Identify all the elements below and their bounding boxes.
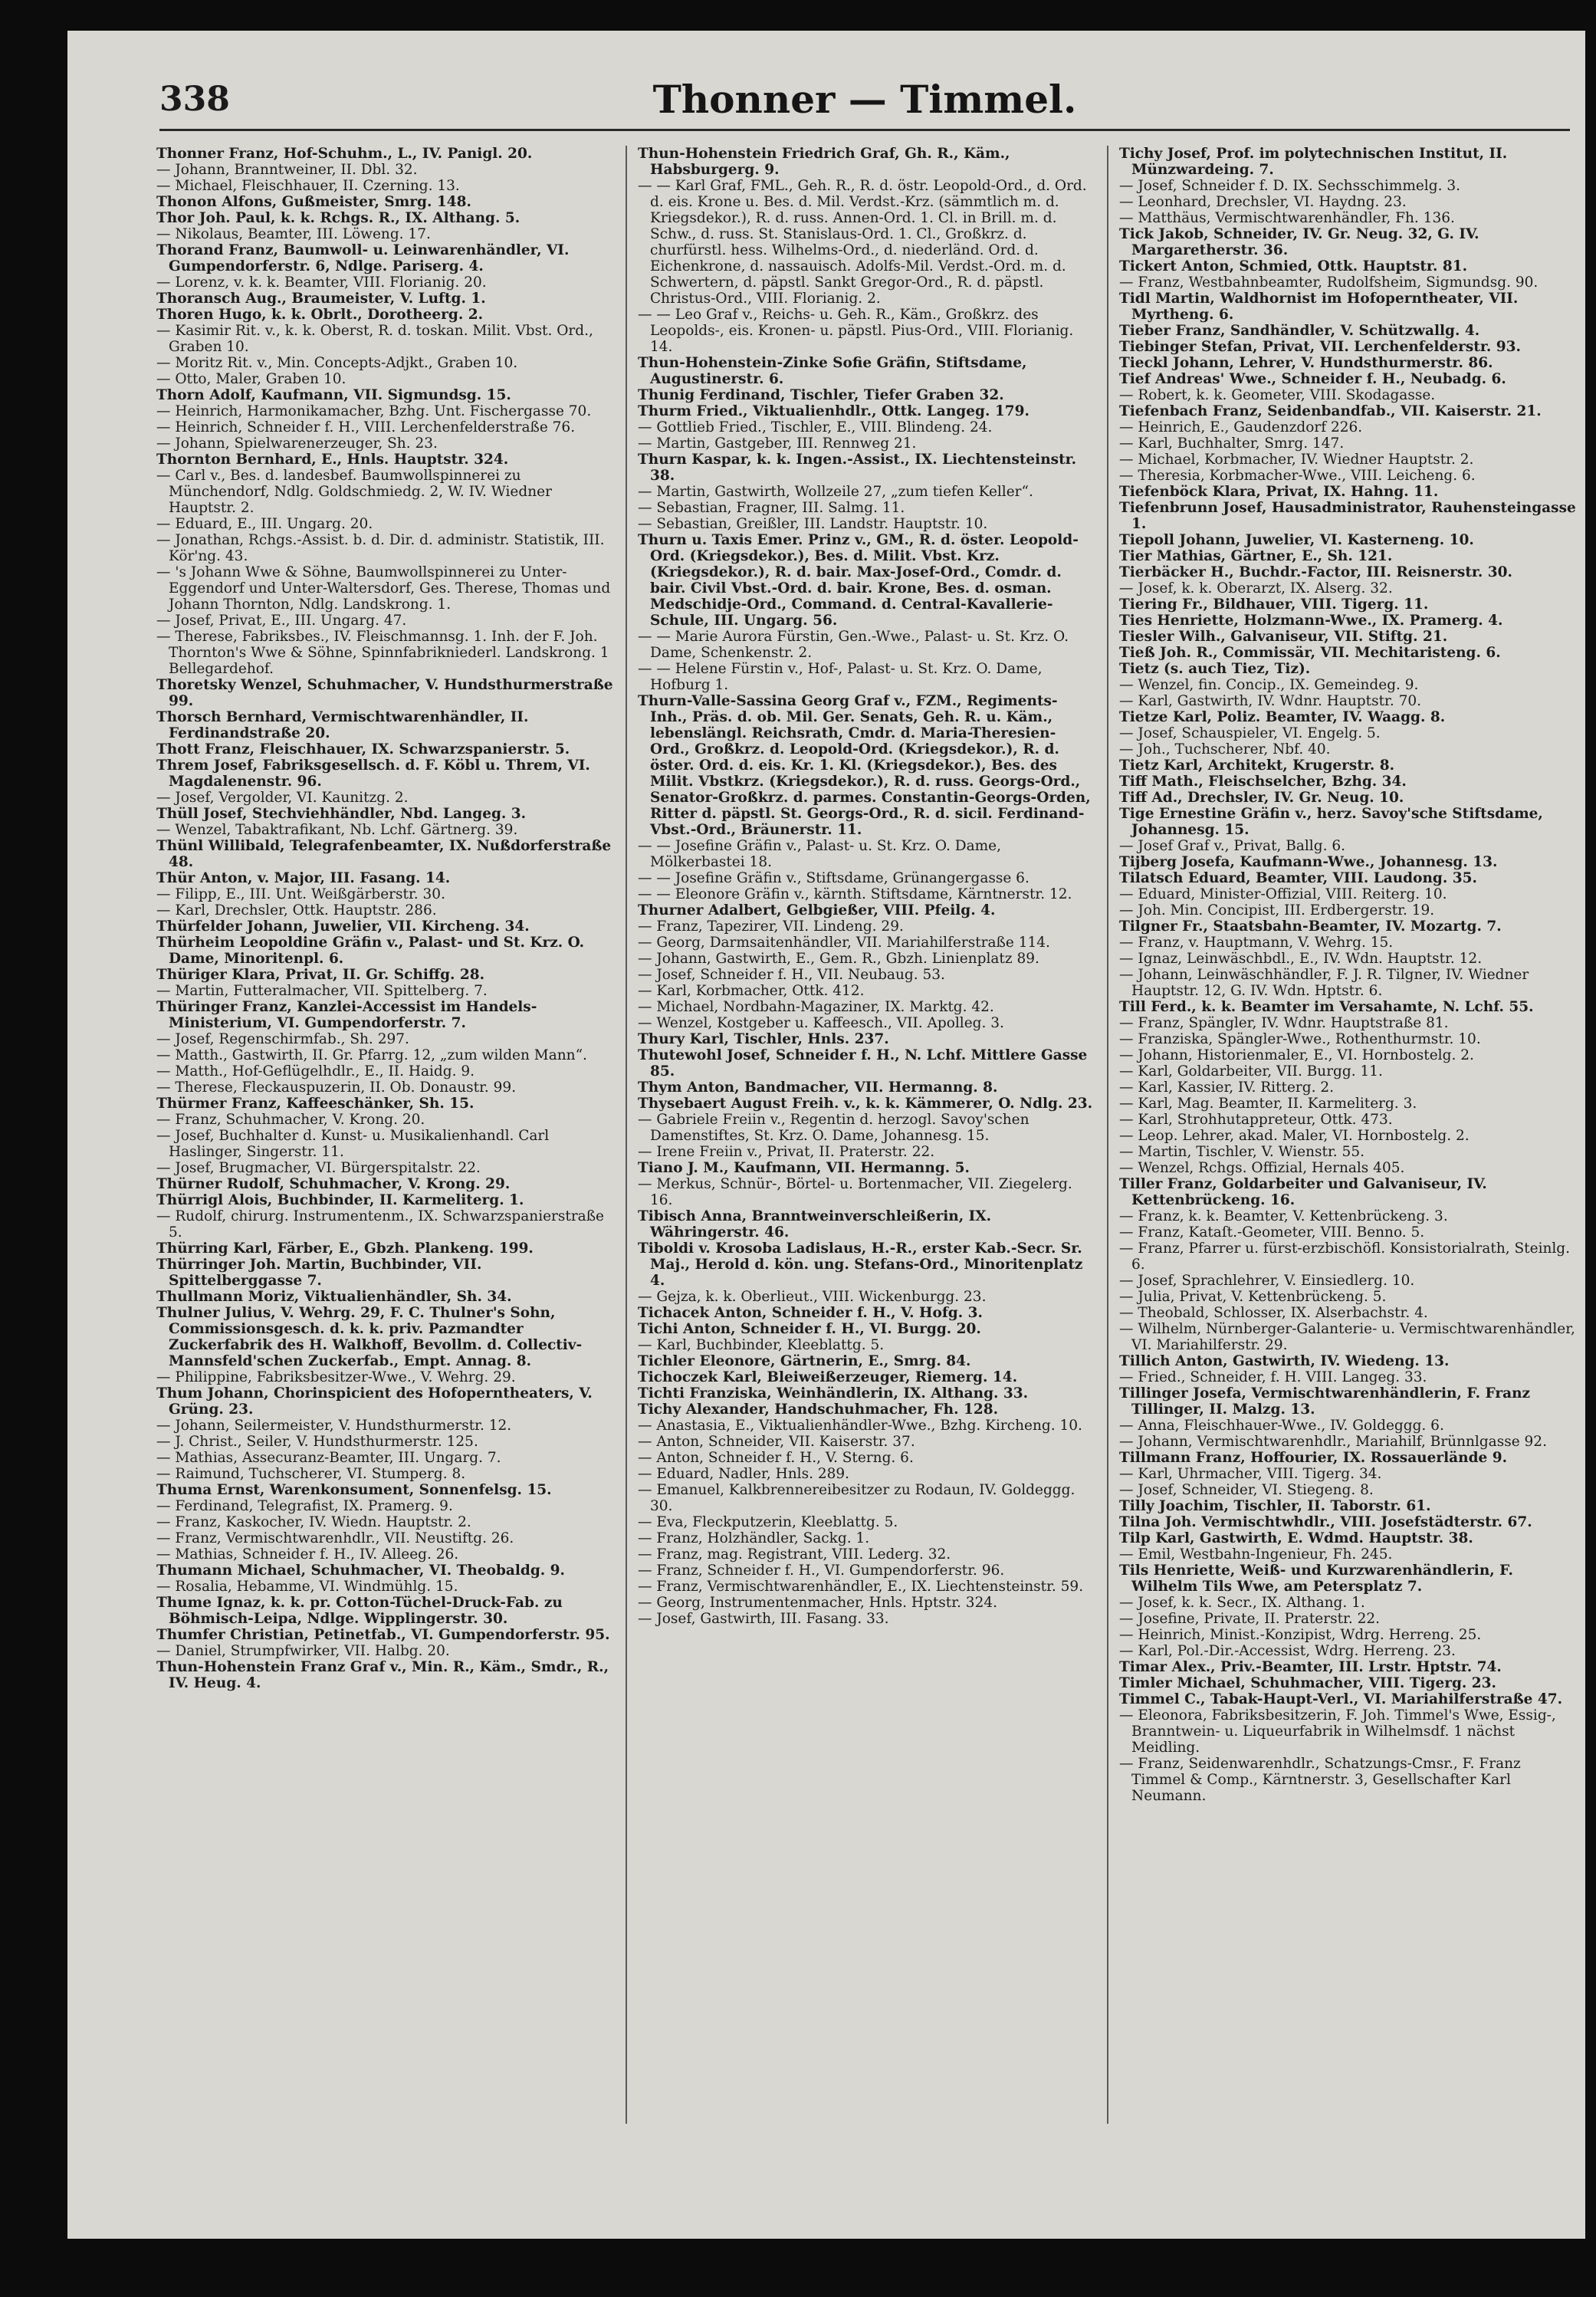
column-divider [626, 146, 627, 2124]
directory-entry: Thorsch Bernhard, Vermischtwarenhändler, II. Ferdinandstraße 20. [156, 709, 529, 741]
directory-entry: Tiesler Wilh., Galvaniseur, VII. Stiftg. 21. [1119, 629, 1448, 645]
directory-entry: — Otto, Maler, Graben 10. [156, 371, 346, 387]
page-header [159, 60, 1570, 131]
directory-entry: Timar Alex., Priv.-Beamter, III. Lrstr. Hptstr. 74. [1119, 1659, 1502, 1675]
directory-entry: — Robert, k. k. Geometer, VIII. Skodagasse. [1119, 387, 1436, 403]
directory-entry: — Philippine, Fabriksbesitzer-Wwe., V. Wehrg. 29. [156, 1369, 516, 1385]
directory-entry: — Josef, Schneider f. H., VII. Neubaug. 53. [638, 967, 945, 983]
directory-entry: Thonon Alfons, Gußmeister, Smrg. 148. [156, 194, 471, 210]
directory-entry: Thunig Ferdinand, Tischler, Tiefer Graben 32. [638, 387, 1004, 403]
directory-entry: Tierbäcker H., Buchdr.-Factor, III. Reisnerstr. 30. [1119, 564, 1512, 580]
directory-entry: — Irene Freiin v., Privat, II. Praterstr. 22. [638, 1144, 935, 1160]
directory-entry: Thorand Franz, Baumwoll- u. Leinwarenhändler, VI. Gumpendorferstr. 6, Ndlge. Pariserg. 4. [156, 242, 570, 274]
directory-entry: Thoransch Aug., Braumeister, V. Luftg. 1. [156, 291, 486, 307]
directory-entry: Tiff Math., Fleischselcher, Bzhg. 34. [1119, 774, 1407, 790]
directory-entry: — Josefine, Private, II. Praterstr. 22. [1119, 1611, 1381, 1627]
directory-entry: — Josef, Vergolder, VI. Kaunitzg. 2. [156, 790, 409, 806]
directory-entry: Tietz (s. auch Tiez, Tiz). [1119, 661, 1311, 677]
directory-entry: — Fried., Schneider, f. H. VIII. Langeg. 33. [1119, 1369, 1427, 1385]
directory-entry: Thun-Hohenstein Franz Graf v., Min. R., Käm., Smdr., R., IV. Heug. 4. [156, 1659, 609, 1691]
directory-entry: — Karl, Drechsler, Ottk. Hauptstr. 286. [156, 902, 437, 918]
directory-entry: — Franz, Vermischtwarenhdlr., VII. Neustiftg. 26. [156, 1530, 514, 1546]
directory-entry: — Sebastian, Greißler, III. Landstr. Hauptstr. 10. [638, 516, 988, 532]
directory-entry: Threm Josef, Fabriksgesellsch. d. F. Köbl u. Threm, VI. Magdalenenstr. 96. [156, 757, 590, 790]
directory-entry: Tige Ernestine Gräfin v., herz. Savoy'sche Stiftsdame, Johannesg. 15. [1119, 806, 1543, 838]
directory-entry: — Johann, Historienmaler, E., VI. Hornbostelg. 2. [1119, 1047, 1474, 1063]
directory-entry: Tillich Anton, Gastwirth, IV. Wiedeng. 13. [1119, 1353, 1450, 1369]
directory-entry: — Heinrich, Schneider f. H., VIII. Lerchenfelderstraße 76. [156, 419, 576, 435]
directory-entry: — Franz, k. k. Beamter, V. Kettenbrückeng. 3. [1119, 1208, 1448, 1224]
directory-entry: Thurn u. Taxis Emer. Prinz v., GM., R. d. öster. Leopold-Ord. (Kriegsdekor.), Bes. d. Milit. Vbst. Krz. (Kriegsdekor.), R. d. bair. Max-Josef-Ord., Comdr. d. bair. Civil Vbst.-Ord. d. bair. Krone, Bes. d. osman. Medschidje-Ord., Command. d. Central-Kavallerie-Schule, III. Ungarg. 56. [638, 532, 1079, 629]
directory-entry: — Emil, Westbahn-Ingenieur, Fh. 245. [1119, 1546, 1393, 1563]
directory-entry: Tick Jakob, Schneider, IV. Gr. Neug. 32, G. IV. Margaretherstr. 36. [1119, 226, 1479, 258]
directory-entry: Thumann Michael, Schuhmacher, VI. Theobaldg. 9. [156, 1563, 565, 1579]
directory-entry: — Karl, Strohhutappreteur, Ottk. 473. [1119, 1112, 1393, 1128]
directory-entry: — Johann, Branntweiner, II. Dbl. 32. [156, 162, 418, 178]
directory-entry: — Emanuel, Kalkbrennereibesitzer zu Rodaun, IV. Goldeggg. 30. [638, 1482, 1075, 1514]
directory-entry: Tilatsch Eduard, Beamter, VIII. Laudong. 35. [1119, 870, 1477, 886]
directory-entry: — Josef, Schneider f. D. IX. Sechsschimmelg. 3. [1119, 178, 1460, 194]
directory-entry: Timler Michael, Schuhmacher, VIII. Tigerg. 23. [1119, 1675, 1496, 1691]
directory-entry: Tieß Joh. R., Commissär, VII. Mechitaristeng. 6. [1119, 645, 1501, 661]
directory-entry: Tiering Fr., Bildhauer, VIII. Tigerg. 11. [1119, 596, 1429, 613]
directory-entry: Thulner Julius, V. Wehrg. 29, F. C. Thulner's Sohn, Commissionsgesch. d. k. k. priv. Pazmandter Zuckerfabrik des H. Walkhoff, Bevollm. d. Collectiv-Mannsfeld'schen Zuckerfab., Empt. Annag. 8. [156, 1305, 583, 1369]
directory-entry: — Nikolaus, Beamter, III. Löweng. 17. [156, 226, 431, 242]
directory-entry: — Leop. Lehrer, akad. Maler, VI. Hornbostelg. 2. [1119, 1128, 1470, 1144]
directory-entry: — Anton, Schneider f. H., V. Sterng. 6. [638, 1450, 914, 1466]
directory-entry: — — Marie Aurora Fürstin, Gen.-Wwe., Palast- u. St. Krz. O. Dame, Schenkenstr. 2. [638, 629, 1069, 661]
directory-entry: — Josef, Brugmacher, VI. Bürgerspitalstr. 22. [156, 1160, 481, 1176]
directory-entry: — — Karl Graf, FML., Geh. R., R. d. östr. Leopold-Ord., d. Ord. d. eis. Krone u. Bes. d. Mil. Verdst.-Krz. (sämmtlich m. d. Kriegsdekor.), R. d. russ. Annen-Ord. 1. Cl. in Brill. m. d. Schw., d. russ. St. Stanislaus-Ord. 1. Cl., Großkrz. d. churfürstl. hess. Wilhelms-Ord., d. niederländ. Ord. d. Eichenkrone, d. nassauisch. Adolfs-Mil. Verdst.-Ord. m. d. Schwertern, d. päpstl. Sankt Gregor-Ord., R. d. päpstl. Christus-Ord., VIII. Florianig. 2. [638, 178, 1087, 307]
directory-entry: — Johann, Gastwirth, E., Gem. R., Gbzh. Linienplatz 89. [638, 951, 1039, 967]
directory-entry: — Josef, Schneider, VI. Stiegeng. 8. [1119, 1482, 1374, 1498]
directory-entry: Till Ferd., k. k. Beamter im Versahamte, N. Lchf. 55. [1119, 999, 1534, 1015]
directory-entry: Tilly Joachim, Tischler, II. Taborstr. 61. [1119, 1498, 1431, 1514]
page-number: 338 [159, 80, 230, 119]
directory-entry: — Mathias, Schneider f. H., IV. Alleeg. 26. [156, 1546, 459, 1563]
directory-entry: Tiano J. M., Kaufmann, VII. Hermanng. 5. [638, 1160, 970, 1176]
directory-entry: — Georg, Instrumentenmacher, Hnls. Hptstr. 324. [638, 1595, 997, 1611]
directory-entry: — Franz, Kataſt.-Geometer, VIII. Benno. 5. [1119, 1224, 1425, 1241]
directory-entry: — Josef, Sprachlehrer, V. Einsiedlerg. 10. [1119, 1273, 1415, 1289]
directory-entry: Thürrigl Alois, Buchbinder, II. Karmeliterg. 1. [156, 1192, 524, 1208]
directory-entry: Tillinger Josefa, Vermischtwarenhändlerin, F. Franz Tillinger, II. Malzg. 13. [1119, 1385, 1531, 1418]
directory-entry: — Matth., Gastwirth, II. Gr. Pfarrg. 12, „zum wilden Mann“. [156, 1047, 587, 1063]
directory-entry: — Franziska, Spängler-Wwe., Rothenthurmstr. 10. [1119, 1031, 1481, 1047]
directory-entry: Tichi Anton, Schneider f. H., VI. Burgg. 20. [638, 1321, 981, 1337]
directory-entry: — Joh. Min. Concipist, III. Erdbergerstr. 19. [1119, 902, 1435, 918]
directory-entry: — Gottlieb Fried., Tischler, E., VIII. Blindeng. 24. [638, 419, 993, 435]
directory-entry: — Therese, Fabriksbes., IV. Fleischmannsg. 1. Inh. der F. Joh. Thornton's Wwe & Söhne, Spinnfabrikniederl. Landskrong. 1 Bellegardehof. [156, 629, 609, 677]
directory-entry: Tilgner Fr., Staatsbahn-Beamter, IV. Mozartg. 7. [1119, 918, 1502, 935]
directory-entry: Timmel C., Tabak-Haupt-Verl., VI. Mariahilferstraße 47. [1119, 1691, 1563, 1707]
directory-entry: Thünl Willibald, Telegrafenbeamter, IX. Nußdorferstraße 48. [156, 838, 612, 870]
directory-entry: — Sebastian, Fragner, III. Salmg. 11. [638, 500, 905, 516]
directory-entry: — Karl, Korbmacher, Ottk. 412. [638, 983, 865, 999]
directory-entry: Tilna Joh. Vermischtwhdlr., VIII. Josefstädterstr. 67. [1119, 1514, 1532, 1530]
directory-entry: Tiefenbrunn Josef, Hausadministrator, Rauhensteingasse 1. [1119, 500, 1576, 532]
directory-entry: — Franz, Vermischtwarenhändler, E., IX. Liechtensteinstr. 59. [638, 1579, 1084, 1595]
directory-entry: Tiefenböck Klara, Privat, IX. Hahng. 11. [1119, 484, 1439, 500]
directory-entry: Tils Henriette, Weiß- und Kurzwarenhändlerin, F. Wilhelm Tils Wwe, am Petersplatz 7. [1119, 1563, 1513, 1595]
directory-entry: — Leonhard, Drechsler, VI. Haydng. 23. [1119, 194, 1407, 210]
directory-entry: Tichler Eleonore, Gärtnerin, E., Smrg. 84. [638, 1353, 971, 1369]
directory-entry: — Raimund, Tuchscherer, VI. Stumperg. 8. [156, 1466, 466, 1482]
directory-entry: — Johann, Seilermeister, V. Hundsthurmerstr. 12. [156, 1418, 512, 1434]
directory-entry: — Martin, Tischler, V. Wienstr. 55. [1119, 1144, 1364, 1160]
directory-entry: — Theobald, Schlosser, IX. Alserbachstr. 4. [1119, 1305, 1428, 1321]
directory-entry: — Lorenz, v. k. k. Beamter, VIII. Florianig. 20. [156, 274, 487, 291]
directory-entry: — Johann, Vermischtwarenhdlr., Mariahilf, Brünnlgasse 92. [1119, 1434, 1547, 1450]
directory-entry: Tiller Franz, Goldarbeiter und Galvaniseur, IV. Kettenbrückeng. 16. [1119, 1176, 1487, 1208]
directory-entry: — Karl, Buchhalter, Smrg. 147. [1119, 435, 1345, 452]
directory-entry: — Anastasia, E., Viktualienhändler-Wwe., Bzhg. Kircheng. 10. [638, 1418, 1082, 1434]
directory-entry: — Wenzel, Kostgeber u. Kaffeesch., VII. Apolleg. 3. [638, 1015, 1004, 1031]
directory-entry: — Anton, Schneider, VII. Kaiserstr. 37. [638, 1434, 915, 1450]
directory-entry: — Franz, Westbahnbeamter, Rudolfsheim, Sigmundsg. 90. [1119, 274, 1539, 291]
directory-entry: Thoren Hugo, k. k. Obrlt., Dorotheerg. 2. [156, 307, 484, 323]
directory-entry: Thurm Fried., Viktualienhdlr., Ottk. Langeg. 179. [638, 403, 1030, 419]
directory-entry: — Johann, Leinwäschhändler, F. J. R. Tilgner, IV. Wiedner Hauptstr. 12, G. IV. Wdn. Hptstr. 6. [1119, 967, 1529, 999]
directory-entry: — Johann, Spielwarenerzeuger, Sh. 23. [156, 435, 438, 452]
directory-entry: — J. Christ., Seiler, V. Hundsthurmerstr. 125. [156, 1434, 478, 1450]
directory-entry: — Joh., Tuchscherer, Nbf. 40. [1119, 741, 1331, 757]
directory-entry: — Franz, Schuhmacher, V. Krong. 20. [156, 1112, 425, 1128]
directory-entry: Thüriger Klara, Privat, II. Gr. Schiffg. 28. [156, 967, 485, 983]
directory-entry: — Michael, Fleischhauer, II. Czerning. 13. [156, 178, 460, 194]
directory-entry: — Karl, Buchbinder, Kleeblattg. 5. [638, 1337, 885, 1353]
directory-entry: Tidl Martin, Waldhornist im Hofoperntheater, VII. Myrtheng. 6. [1119, 291, 1519, 323]
directory-entry: Thürmer Franz, Kaffeeschänker, Sh. 15. [156, 1096, 475, 1112]
directory-entry: — Franz, Spängler, IV. Wdnr. Hauptstraße 81. [1119, 1015, 1449, 1031]
directory-entry: Thurn-Valle-Sassina Georg Graf v., FZM., Regiments-Inh., Präs. d. ob. Mil. Ger. Senats, Geh. R. u. Käm., lebenslängl. Reichsrath, Cmdr. d. Maria-Theresien-Ord., Großkrz. d. Leopold-Ord. (Kriegsdekor.), R. d. öster. Ord. d. eis. Kr. 1. Kl. (Kriegsdekor.), Bes. des Milit. Vbstkrz. (Kriegsdekor.), R. d. russ. Georgs-Ord., Senator-Großkrz. d. parmes. Constantin-Georgs-Orden, Ritter d. päpstl. St. Georgs-Ord., R. d. sicil. Ferdinand-Vbst.-Ord., Bräunerstr. 11. [638, 693, 1091, 838]
directory-entry: — Josef, Schauspieler, VI. Engelg. 5. [1119, 725, 1381, 741]
directory-entry: Thott Franz, Fleischhauer, IX. Schwarzspanierstr. 5. [156, 741, 570, 757]
directory-entry: — Wenzel, fin. Concip., IX. Gemeindeg. 9. [1119, 677, 1419, 693]
directory-entry: Thüringer Franz, Kanzlei-Accessist im Handels-Ministerium, VI. Gumpendorferstr. 7. [156, 999, 537, 1031]
directory-entry: Tier Mathias, Gärtner, E., Sh. 121. [1119, 548, 1393, 564]
directory-entry: — Wenzel, Tabaktrafikant, Nb. Lchf. Gärtnerg. 39. [156, 822, 518, 838]
directory-entry: — Gejza, k. k. Oberlieut., VIII. Wickenburgg. 23. [638, 1289, 987, 1305]
directory-entry: — Franz, Kaskocher, IV. Wiedn. Hauptstr. 2. [156, 1514, 471, 1530]
directory-entry: — Eduard, E., III. Ungarg. 20. [156, 516, 373, 532]
directory-entry: Thutewohl Josef, Schneider f. H., N. Lchf. Mittlere Gasse 85. [638, 1047, 1088, 1079]
directory-entry: — — Eleonore Gräfin v., kärnth. Stiftsdame, Kärntnerstr. 12. [638, 886, 1072, 902]
directory-entry: — Eduard, Minister-Offizial, VIII. Reiterg. 10. [1119, 886, 1447, 902]
directory-entry: Thonner Franz, Hof-Schuhm., L., IV. Panigl. 20. [156, 146, 533, 162]
directory-entry: Tillmann Franz, Hoffourier, IX. Rossauerlände 9. [1119, 1450, 1508, 1466]
directory-entry: — Julia, Privat, V. Kettenbrückeng. 5. [1119, 1289, 1387, 1305]
directory-entry: — Franz, Seidenwarenhdlr., Schatzungs-Cmsr., F. Franz Timmel & Comp., Kärntnerstr. 3, Gesellschafter Karl Neumann. [1119, 1756, 1521, 1804]
directory-entry: Thoretsky Wenzel, Schuhmacher, V. Hundsthurmerstraße 99. [156, 677, 613, 709]
directory-entry: — Eva, Fleckputzerin, Kleeblattg. 5. [638, 1514, 898, 1530]
directory-entry: — Gabriele Freiin v., Regentin d. herzogl. Savoy'schen Damenstiftes, St. Krz. O. Dame, Johannesg. 15. [638, 1112, 1030, 1144]
directory-entry: — Josef, k. k. Secr., IX. Althang. 1. [1119, 1595, 1365, 1611]
directory-entry: — Heinrich, E., Gaudenzdorf 226. [1119, 419, 1363, 435]
directory-entry: Thürheim Leopoldine Gräfin v., Palast- und St. Krz. O. Dame, Minoritenpl. 6. [156, 935, 585, 967]
directory-entry: Tiebinger Stefan, Privat, VII. Lerchenfelderstr. 93. [1119, 339, 1521, 355]
directory-entry: Tieber Franz, Sandhändler, V. Schützwallg. 4. [1119, 323, 1480, 339]
directory-entry: Thurner Adalbert, Gelbgießer, VIII. Pfeilg. 4. [638, 902, 996, 918]
directory-entry: — Karl, Uhrmacher, VIII. Tigerg. 34. [1119, 1466, 1382, 1482]
directory-entry: Thume Ignaz, k. k. pr. Cotton-Tüchel-Druck-Fab. zu Böhmisch-Leipa, Ndlge. Wipplingerstr. 30. [156, 1595, 563, 1627]
directory-entry: Tijberg Josefa, Kaufmann-Wwe., Johannesg. 13. [1119, 854, 1498, 870]
directory-entry: — Franz, v. Hauptmann, V. Wehrg. 15. [1119, 935, 1394, 951]
directory-entry: Tichti Franziska, Weinhändlerin, IX. Althang. 33. [638, 1385, 1029, 1402]
directory-entry: Tieckl Johann, Lehrer, V. Hundsthurmerstr. 86. [1119, 355, 1493, 371]
directory-entry: — Daniel, Strumpfwirker, VII. Halbg. 20. [156, 1643, 450, 1659]
directory-entry: — Rudolf, chirurg. Instrumentenm., IX. Schwarzspanierstraße 5. [156, 1208, 605, 1241]
directory-entry: — — Helene Fürstin v., Hof-, Palast- u. St. Krz. O. Dame, Hofburg 1. [638, 661, 1043, 693]
directory-columns [156, 146, 1579, 2124]
directory-entry: Thürfelder Johann, Juwelier, VII. Kircheng. 34. [156, 918, 530, 935]
directory-entry: Thuma Ernst, Warenkonsument, Sonnenfelsg. 15. [156, 1482, 552, 1498]
column-divider [1107, 146, 1108, 2124]
directory-entry: — Ignaz, Leinwäschbdl., E., IV. Wdn. Hauptstr. 12. [1119, 951, 1483, 967]
directory-entry: — Kasimir Rit. v., k. k. Oberst, R. d. toskan. Milit. Vbst. Ord., Graben 10. [156, 323, 593, 355]
directory-entry: Thurn Kaspar, k. k. Ingen.-Assist., IX. Liechtensteinstr. 38. [638, 452, 1077, 484]
directory-entry: — Josef, k. k. Oberarzt, IX. Alserg. 32. [1119, 580, 1393, 596]
directory-entry: — Heinrich, Minist.-Konzipist, Wdrg. Herreng. 25. [1119, 1627, 1482, 1643]
directory-entry: Thüll Josef, Stechviehhändler, Nbd. Langeg. 3. [156, 806, 527, 822]
directory-entry: Tietze Karl, Poliz. Beamter, IV. Waagg. 8. [1119, 709, 1446, 725]
directory-entry: Thornton Bernhard, E., Hnls. Hauptstr. 324. [156, 452, 509, 468]
directory-entry: — Ferdinand, Telegrafist, IX. Pramerg. 9. [156, 1498, 453, 1514]
directory-entry: Thun-Hohenstein-Zinke Sofie Gräfin, Stiftsdame, Augustinerstr. 6. [638, 355, 1027, 387]
directory-entry: — Josef, Buchhalter d. Kunst- u. Musikalienhandl. Carl Haslinger, Singerstr. 11. [156, 1128, 550, 1160]
directory-entry: — Franz, Pfarrer u. fürst-erzbischöfl. Konsistorialrath, Steinlg. 6. [1119, 1241, 1571, 1273]
directory-entry: Thullmann Moriz, Viktualienhändler, Sh. 34. [156, 1289, 512, 1305]
column-left [156, 146, 613, 2124]
directory-entry: Tichoczek Karl, Bleiweißerzeuger, Riemerg. 14. [638, 1369, 1018, 1385]
directory-entry: — Michael, Nordbahn-Magaziner, IX. Marktg. 42. [638, 999, 994, 1015]
directory-entry: Thürring Karl, Färber, E., Gbzh. Plankeng. 199. [156, 1241, 534, 1257]
directory-entry: Thürringer Joh. Martin, Buchbinder, VII. Spittelberggasse 7. [156, 1257, 482, 1289]
directory-entry: Tichy Josef, Prof. im polytechnischen Institut, II. Münzwardeing. 7. [1119, 146, 1508, 178]
directory-entry: Tickert Anton, Schmied, Ottk. Hauptstr. 81. [1119, 258, 1468, 274]
directory-entry: Tilp Karl, Gastwirth, E. Wdmd. Hauptstr. 38. [1119, 1530, 1473, 1546]
directory-entry: Ties Henriette, Holzmann-Wwe., IX. Pramerg. 4. [1119, 613, 1503, 629]
directory-entry: — Therese, Fleckauspuzerin, II. Ob. Donaustr. 99. [156, 1079, 517, 1096]
directory-entry: — Matthäus, Vermischtwarenhändler, Fh. 136. [1119, 210, 1455, 226]
directory-entry: — Eleonora, Fabriksbesitzerin, F. Joh. Timmel's Wwe, Essig-, Branntwein- u. Liqueurfabrik in Wilhelmsdf. 1 nächst Meidling. [1119, 1707, 1556, 1756]
directory-entry: — Eduard, Nadler, Hnls. 289. [638, 1466, 850, 1482]
directory-entry: — Martin, Gastwirth, Wollzeile 27, „zum tiefen Keller“. [638, 484, 1033, 500]
column-right [1119, 146, 1576, 2124]
directory-entry: — — Leo Graf v., Reichs- u. Geh. R., Käm., Großkrz. des Leopolds-, eis. Kronen- u. päpstl. Pius-Ord., VIII. Florianig. 14. [638, 307, 1074, 355]
directory-entry: — — Josefine Gräfin v., Palast- u. St. Krz. O. Dame, Mölkerbastei 18. [638, 838, 1001, 870]
directory-entry: — Karl, Mag. Beamter, II. Karmeliterg. 3. [1119, 1096, 1417, 1112]
directory-page [67, 31, 1585, 2239]
directory-entry: — Filipp, E., III. Unt. Weißgärberstr. 30. [156, 886, 445, 902]
directory-entry: Tichacek Anton, Schneider f. H., V. Hofg. 3. [638, 1305, 983, 1321]
directory-entry: — Franz, Schneider f. H., VI. Gumpendorferstr. 96. [638, 1563, 1005, 1579]
directory-entry: — Merkus, Schnür-, Börtel- u. Bortenmacher, VII. Ziegelerg. 16. [638, 1176, 1072, 1208]
directory-entry: — Josef Graf v., Privat, Ballg. 6. [1119, 838, 1345, 854]
directory-entry: Thysebaert August Freih. v., k. k. Kämmerer, O. Ndlg. 23. [638, 1096, 1093, 1112]
directory-entry: — Moritz Rit. v., Min. Concepts-Adjkt., Graben 10. [156, 355, 518, 371]
directory-entry: Thür Anton, v. Major, III. Fasang. 14. [156, 870, 451, 886]
directory-entry: — — Josefine Gräfin v., Stiftsdame, Grünangergasse 6. [638, 870, 1030, 886]
directory-entry: Thor Joh. Paul, k. k. Rchgs. R., IX. Althang. 5. [156, 210, 521, 226]
directory-entry: Thum Johann, Chorinspicient des Hofoperntheaters, V. Grüng. 23. [156, 1385, 593, 1418]
directory-entry: Tiepoll Johann, Juwelier, VI. Kasterneng. 10. [1119, 532, 1474, 548]
directory-entry: — Mathias, Assecuranz-Beamter, III. Ungarg. 7. [156, 1450, 501, 1466]
directory-entry: Thury Karl, Tischler, Hnls. 237. [638, 1031, 889, 1047]
directory-entry: — Karl, Goldarbeiter, VII. Burgg. 11. [1119, 1063, 1383, 1079]
directory-entry: — Josef, Privat, E., III. Ungarg. 47. [156, 613, 407, 629]
directory-entry: — Carl v., Bes. d. landesbef. Baumwollspinnerei zu Münchendorf, Ndlg. Goldschmiedg. 2, W. IV. Wiedner Hauptstr. 2. [156, 468, 552, 516]
directory-entry: — Wenzel, Rchgs. Offizial, Hernals 405. [1119, 1160, 1405, 1176]
directory-entry: — Josef, Gastwirth, III. Fasang. 33. [638, 1611, 889, 1627]
directory-entry: Thorn Adolf, Kaufmann, VII. Sigmundsg. 15. [156, 387, 511, 403]
directory-entry: — Georg, Darmsaitenhändler, VII. Mariahilferstraße 114. [638, 935, 1050, 951]
directory-entry: Thun-Hohenstein Friedrich Graf, Gh. R., Käm., Habsburgerg. 9. [638, 146, 1010, 178]
directory-entry: — Karl, Gastwirth, IV. Wdnr. Hauptstr. 70. [1119, 693, 1422, 709]
directory-entry: Tiboldi v. Krosoba Ladislaus, H.-R., erster Kab.-Secr. Sr. Maj., Herold d. kön. ung. Stefans-Ord., Minoritenplatz 4. [638, 1241, 1083, 1289]
directory-entry: — Karl, Pol.-Dir.-Accessist, Wdrg. Herreng. 23. [1119, 1643, 1456, 1659]
column-middle [638, 146, 1095, 2124]
directory-entry: — Wilhelm, Nürnberger-Galanterie- u. Vermischtwarenhändler, VI. Mariahilferstr. 29. [1119, 1321, 1575, 1353]
directory-entry: — Franz, Holzhändler, Sackg. 1. [638, 1530, 870, 1546]
running-title: Thonner — Timmel. [652, 77, 1077, 122]
directory-entry: — Michael, Korbmacher, IV. Wiedner Hauptstr. 2. [1119, 452, 1474, 468]
directory-entry: Thumfer Christian, Petinetfab., VI. Gumpendorferstr. 95. [156, 1627, 610, 1643]
directory-entry: Tibisch Anna, Branntweinverschleißerin, IX. Währingerstr. 46. [638, 1208, 992, 1241]
directory-entry: — Jonathan, Rchgs.-Assist. b. d. Dir. d. administr. Statistik, III. Kör'ng. 43. [156, 532, 605, 564]
directory-entry: — Franz, mag. Registrant, VIII. Lederg. 32. [638, 1546, 951, 1563]
directory-entry: — Josef, Regenschirmfab., Sh. 297. [156, 1031, 409, 1047]
directory-entry: — Heinrich, Harmonikamacher, Bzhg. Unt. Fischergasse 70. [156, 403, 592, 419]
directory-entry: Tiefenbach Franz, Seidenbandfab., VII. Kaiserstr. 21. [1119, 403, 1542, 419]
directory-entry: Tietz Karl, Architekt, Krugerstr. 8. [1119, 757, 1395, 774]
directory-entry: — Theresia, Korbmacher-Wwe., VIII. Leicheng. 6. [1119, 468, 1476, 484]
directory-entry: — Matth., Hof-Geflügelhdlr., E., II. Haidg. 9. [156, 1063, 475, 1079]
directory-entry: Thym Anton, Bandmacher, VII. Hermanng. 8. [638, 1079, 998, 1096]
directory-entry: — Franz, Tapezirer, VII. Lindeng. 29. [638, 918, 904, 935]
directory-entry: Thürner Rudolf, Schuhmacher, V. Krong. 29. [156, 1176, 511, 1192]
directory-entry: — Martin, Futteralmacher, VII. Spittelberg. 7. [156, 983, 488, 999]
directory-entry: — Karl, Kassier, IV. Ritterg. 2. [1119, 1079, 1334, 1096]
directory-entry: — 's Johann Wwe & Söhne, Baumwollspinnerei zu Unter-Eggendorf und Unter-Waltersdorf, Ges. Therese, Thomas und Johann Thornton, Ndlg. Landskrong. 1. [156, 564, 611, 613]
directory-entry: — Rosalia, Hebamme, VI. Windmühlg. 15. [156, 1579, 458, 1595]
directory-entry: Tichy Alexander, Handschuhmacher, Fh. 128. [638, 1402, 999, 1418]
directory-entry: Tief Andreas' Wwe., Schneider f. H., Neubadg. 6. [1119, 371, 1506, 387]
directory-entry: Tiff Ad., Drechsler, IV. Gr. Neug. 10. [1119, 790, 1404, 806]
directory-entry: — Martin, Gastgeber, III. Rennweg 21. [638, 435, 917, 452]
directory-entry: — Anna, Fleischhauer-Wwe., IV. Goldeggg. 6. [1119, 1418, 1444, 1434]
